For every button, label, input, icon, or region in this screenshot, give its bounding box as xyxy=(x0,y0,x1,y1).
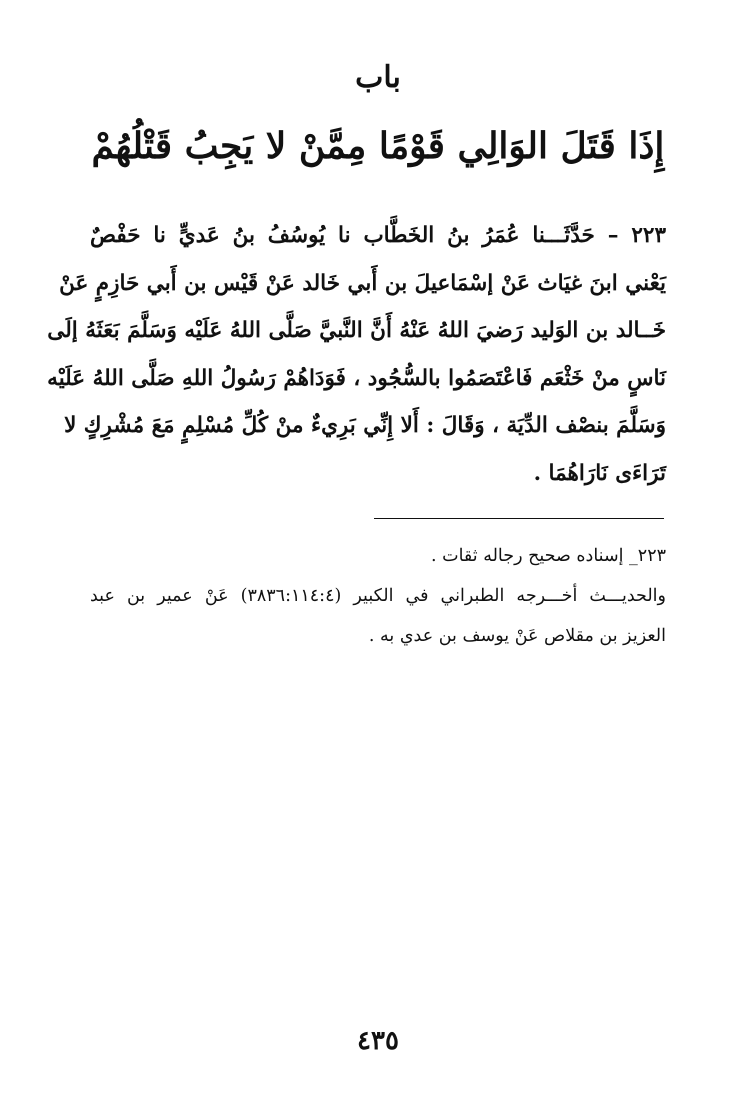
hadith-line: يَعْني ابنَ غيَاث عَنْ إسْمَاعيلَ بن أَبي خَالد عَنْ قَيْس بن أَبي حَازِمٍ عَنْ xyxy=(59,270,666,296)
footnote xyxy=(90,536,666,656)
hadith-line: ٢٢٣ – حَدَّثَـــنا عُمَرُ بنُ الخَطَّاب نا يُوسُفُ بنُ عَديٍّ نا حَفْصٌ xyxy=(90,223,666,248)
footnote-line: والحديـــث أخـــرجه الطبراني في الكبير (٣٨٣٦:١١٤:٤) عَنْ عمير بن عبد xyxy=(90,586,666,606)
footnote-line: ٢٢٣_ إسناده صحيح رجاله ثقات . xyxy=(430,546,666,566)
hadith-line: خَــالد بن الوَليد رَضيَ اللهُ عَنْهُ أَنَّ النَّبيَّ صَلَّى اللهُ عَلَيْه وَسَلَّمَ بَعَثَهُ إلَى xyxy=(47,318,666,344)
hadith-text xyxy=(47,212,666,498)
hadith-line: وَسَلَّمَ بنصْف الدِّيَة ، وَقَالَ : أَلا إِنِّي بَرِيءٌ منْ كُلِّ مُسْلِمٍ مَعَ مُشْرِكٍ لا xyxy=(64,413,666,439)
hadith-line: تَرَاءَى نَارَاهُمَا . xyxy=(533,460,666,486)
chapter-title: إِذَا قَتَلَ الوَالِي قَوْمًا مِمَّنْ لا يَجِبُ قَتْلُهُمْ xyxy=(91,125,665,167)
footnote-line: العزيز بن مقلاص عَنْ يوسف بن عدي به . xyxy=(368,626,666,646)
hadith-line: نَاسٍ منْ خَثْعَم فَاعْتَصَمُوا بالسُّجُود ، فَوَدَاهُمْ رَسُولُ اللهِ صَلَّى اللهُ عَلَيْه xyxy=(47,365,666,391)
chapter-label: باب xyxy=(355,60,401,95)
page-number: ٤٣٥ xyxy=(357,1026,399,1056)
footnote-divider xyxy=(374,518,664,519)
